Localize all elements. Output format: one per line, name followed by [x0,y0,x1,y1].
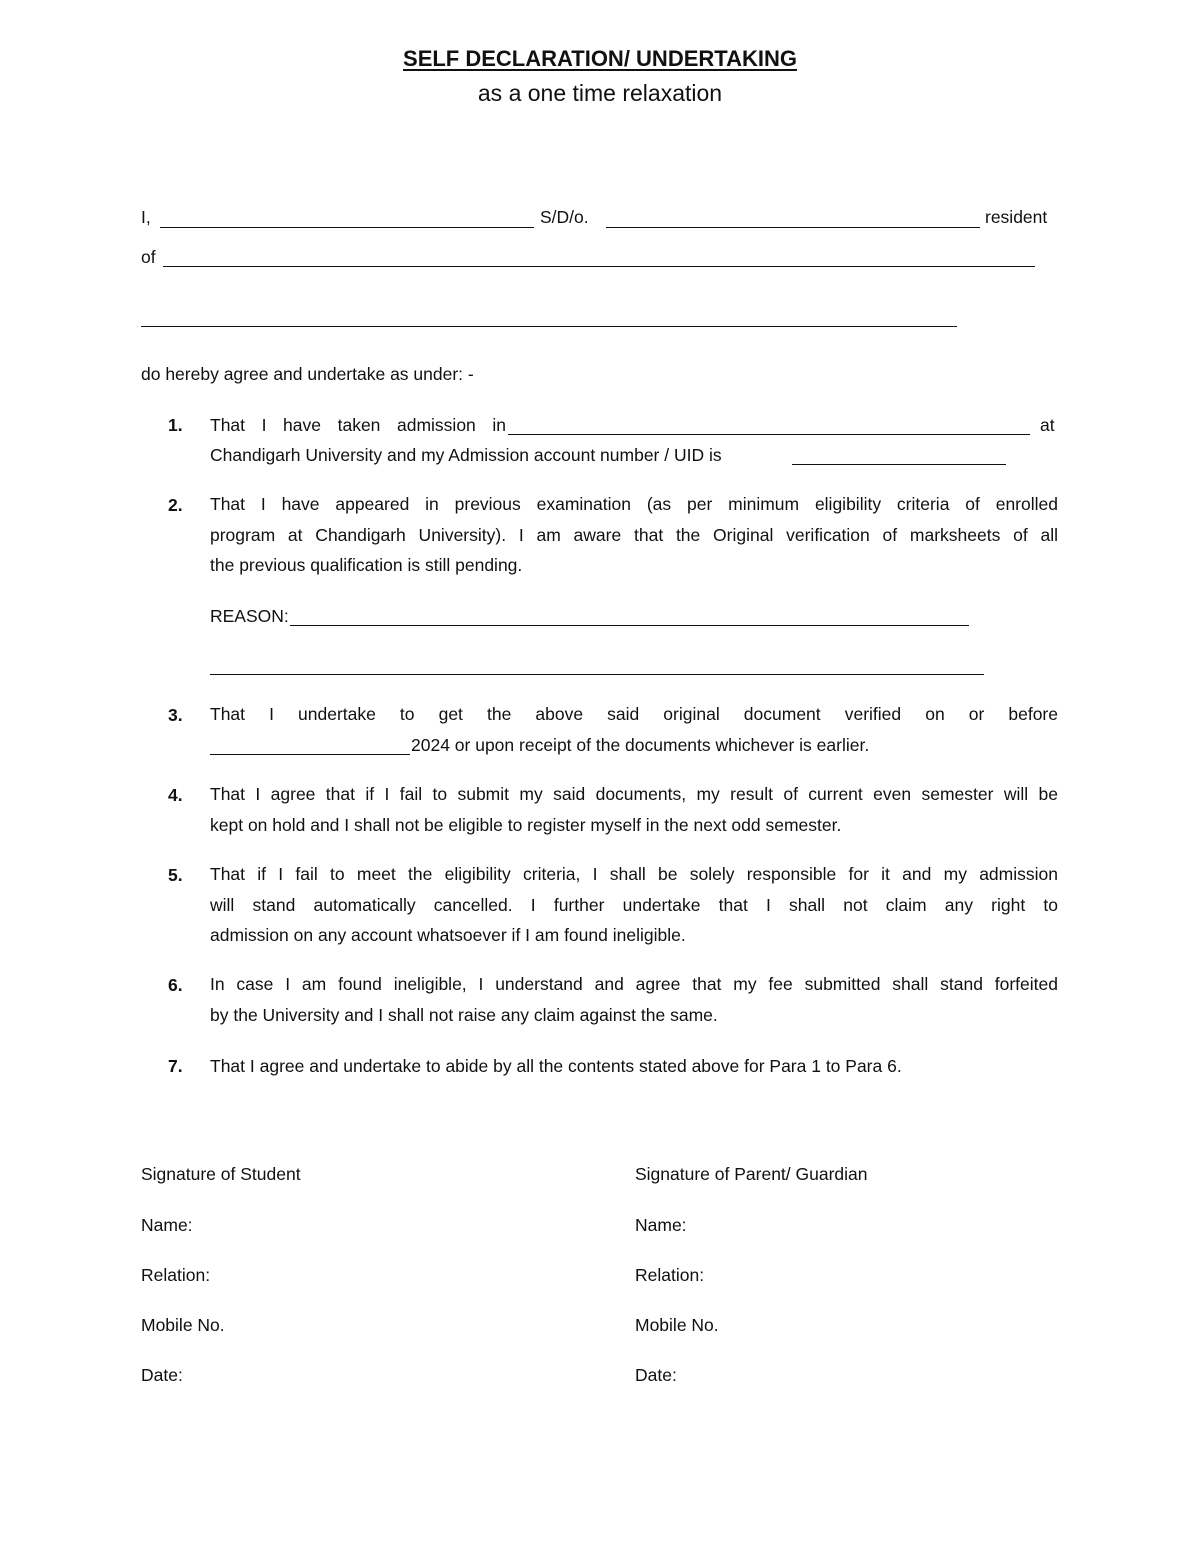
item-3-number: 3. [168,705,183,725]
name-blank-line[interactable] [160,227,534,228]
item-6-line1: In case I am found ineligible, I understand and agree that my fee submitted shall stand forfeited [210,974,1058,994]
reason-blank-line-2[interactable] [210,674,984,675]
item-4-text [210,779,1058,840]
student-date-label: Date: [141,1365,183,1385]
item-4-line1: That I agree that if I fail to submit my said documents, my result of current even semester will be [210,784,1058,804]
parent-name-label: Name: [635,1215,687,1235]
item-7-number: 7. [168,1056,183,1076]
student-name-label: Name: [141,1215,193,1235]
of-label: of [141,247,156,267]
item-3-text [210,699,1058,730]
item-2-text [210,489,1058,581]
item-1-line1: That I have taken admission in [210,415,506,435]
reason-label: REASON: [210,606,289,626]
parent-name-blank-line[interactable] [606,227,980,228]
item-4-line2: kept on hold and I shall not be eligible to register myself in the next odd semester. [210,814,842,835]
item-4-number: 4. [168,785,183,805]
program-blank-line[interactable] [508,434,1030,435]
resident-label: resident [985,207,1048,227]
item-2-number: 2. [168,495,183,515]
date-blank-line[interactable] [210,754,410,755]
item-1-at: at [1040,415,1055,435]
item-6-number: 6. [168,975,183,995]
item-7-line1: That I agree and undertake to abide by all the contents stated above for Para 1 to Para 6. [210,1056,902,1076]
item-5-number: 5. [168,865,183,885]
address-blank-line-2[interactable] [141,326,957,327]
student-relation-label: Relation: [141,1265,211,1285]
item-1-line2: Chandigarh University and my Admission account number / UID is [210,445,722,465]
item-6-text [210,969,1058,1030]
item-3-line2: 2024 or upon receipt of the documents whichever is earlier. [411,735,870,755]
item-5-text [210,859,1058,951]
item-5-line1: That if I fail to meet the eligibility criteria, I shall be solely responsible for it and my admission [210,864,1058,884]
reason-blank-line-1[interactable] [290,625,969,626]
item-5-line2: will stand automatically cancelled. I further undertake that I shall not claim any right to [210,894,1058,915]
student-mobile-label: Mobile No. [141,1315,225,1335]
sdo-label: S/D/o. [540,207,589,227]
parent-relation-label: Relation: [635,1265,705,1285]
parent-mobile-label: Mobile No. [635,1315,719,1335]
i-label: I, [141,207,151,227]
uid-blank-line[interactable] [792,464,1006,465]
undertake-intro: do hereby agree and undertake as under: - [141,364,474,384]
item-2-line3: the previous qualification is still pending. [210,555,523,575]
item-2-line1: That I have appeared in previous examination (as per minimum eligibility criteria of enrolled [210,494,1058,514]
parent-date-label: Date: [635,1365,677,1385]
item-6-line2: by the University and I shall not raise any claim against the same. [210,1004,718,1025]
item-5-line3: admission on any account whatsoever if I am found ineligible. [210,925,686,945]
item-2-line2: program at Chandigarh University). I am aware that the Original verification of marksheets of all [210,524,1058,545]
item-1-number: 1. [168,415,183,435]
parent-signature-heading: Signature of Parent/ Guardian [635,1164,868,1184]
item-3-line1: That I undertake to get the above said original document verified on or before [210,704,1058,724]
student-signature-heading: Signature of Student [141,1164,301,1184]
document-title: SELF DECLARATION/ UNDERTAKING [403,46,797,71]
document-subtitle: as a one time relaxation [477,80,723,106]
address-blank-line-1[interactable] [163,266,1035,267]
